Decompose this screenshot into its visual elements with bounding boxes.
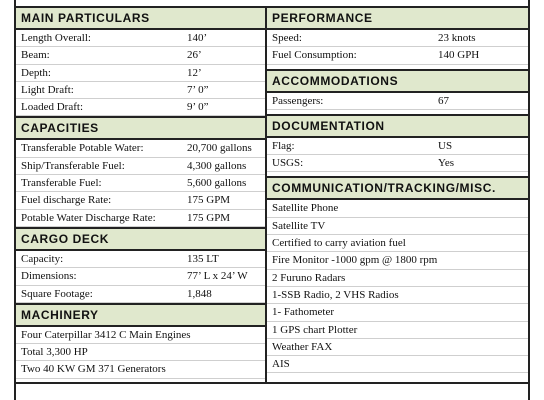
bottom-divider <box>14 382 530 384</box>
spec-label: Capacity: <box>21 252 64 265</box>
spec-value: 175 GPM <box>187 194 231 207</box>
spec-row <box>267 47 528 64</box>
spec-label: Transferable Fuel: <box>21 177 102 190</box>
machinery-line: Total 3,300 HP <box>16 344 265 361</box>
spec-row <box>16 158 265 175</box>
spec-label: Beam: <box>21 49 50 62</box>
spec-value: 175 GPM <box>187 211 231 224</box>
spec-row <box>267 138 528 155</box>
spec-row <box>16 140 265 157</box>
spec-label: Transferable Potable Water: <box>21 142 144 155</box>
spec-row <box>16 47 265 64</box>
spec-label: Fuel Consumption: <box>272 49 357 62</box>
spec-row <box>16 99 265 116</box>
spec-value: 23 knots <box>438 32 476 44</box>
right-column <box>267 6 528 373</box>
spec-label: Ship/Transferable Fuel: <box>21 159 125 172</box>
spec-row <box>16 192 265 209</box>
communication-lines <box>267 200 528 373</box>
capacities-rows <box>16 140 265 226</box>
machinery-line: Four Caterpillar 3412 C Main Engines <box>16 327 265 344</box>
communication-line: Fire Monitor -1000 gpm @ 1800 rpm <box>267 252 528 269</box>
spec-value: 12’ <box>187 66 202 79</box>
communication-line: 1-SSB Radio, 2 VHS Radios <box>267 287 528 304</box>
spec-value: 20,700 gallons <box>187 142 252 155</box>
section-header-communication: COMMUNICATION/TRACKING/MISC. <box>267 176 528 200</box>
spec-value: Yes <box>438 157 455 170</box>
cargo-deck-rows <box>16 251 265 303</box>
spec-row <box>267 155 528 172</box>
communication-line: 1- Fathometer <box>267 304 528 321</box>
spec-row <box>16 30 265 47</box>
machinery-line: Two 40 KW GM 371 Generators <box>16 361 265 378</box>
performance-rows <box>267 30 528 65</box>
spec-row <box>16 175 265 192</box>
spec-row <box>16 286 265 303</box>
communication-line: Weather FAX <box>267 339 528 356</box>
machinery-lines <box>16 327 265 379</box>
spec-value: 1,848 <box>187 287 212 300</box>
spec-value: 67 <box>438 94 449 107</box>
accommodations-rows <box>267 93 528 110</box>
spec-row <box>16 210 265 227</box>
spec-label: Passengers: <box>272 94 324 107</box>
spec-value: 135 LT <box>187 252 219 265</box>
spec-row <box>16 65 265 82</box>
spec-row <box>267 30 528 47</box>
section-header-machinery: MACHINERY <box>16 303 265 327</box>
spec-value: 140’ <box>187 32 208 44</box>
spec-value: 5,600 gallons <box>187 177 247 190</box>
spec-row <box>267 93 528 110</box>
left-column <box>16 6 267 382</box>
spec-label: Potable Water Discharge Rate: <box>21 211 156 224</box>
documentation-rows <box>267 138 528 173</box>
section-header-main-particulars: MAIN PARTICULARS <box>16 6 265 30</box>
section-header-performance: PERFORMANCE <box>267 6 528 30</box>
spec-label: Speed: <box>272 32 302 44</box>
spec-label: Flag: <box>272 139 295 152</box>
communication-line: Satellite Phone <box>267 200 528 217</box>
communication-line: 2 Furuno Radars <box>267 270 528 287</box>
section-header-documentation: DOCUMENTATION <box>267 114 528 138</box>
spec-row <box>16 82 265 99</box>
section-header-capacities: CAPACITIES <box>16 116 265 140</box>
spec-label: Dimensions: <box>21 270 77 283</box>
spec-label: Light Draft: <box>21 83 74 96</box>
section-header-accommodations: ACCOMMODATIONS <box>267 69 528 93</box>
spec-value: 9’ 0” <box>187 101 209 114</box>
spec-value: 77’ L x 24’ W <box>187 270 248 283</box>
communication-line: 1 GPS chart Plotter <box>267 322 528 339</box>
spec-label: USGS: <box>272 157 304 170</box>
spec-label: Fuel discharge Rate: <box>21 194 112 207</box>
communication-line: Certified to carry aviation fuel <box>267 235 528 252</box>
main-particulars-rows <box>16 30 265 116</box>
spec-label: Length Overall: <box>21 32 91 44</box>
spec-row <box>16 251 265 268</box>
spec-label: Square Footage: <box>21 287 93 300</box>
spec-value: US <box>438 139 453 152</box>
spec-value: 4,300 gallons <box>187 159 247 172</box>
communication-line: Satellite TV <box>267 218 528 235</box>
spec-value: 140 GPH <box>438 49 480 62</box>
spec-label: Loaded Draft: <box>21 101 83 114</box>
spec-row <box>16 268 265 285</box>
spec-value: 26’ <box>187 49 202 62</box>
spec-label: Depth: <box>21 66 51 79</box>
communication-line: AIS <box>267 356 528 373</box>
spec-value: 7’ 0” <box>187 83 209 96</box>
section-header-cargo-deck: CARGO DECK <box>16 227 265 251</box>
